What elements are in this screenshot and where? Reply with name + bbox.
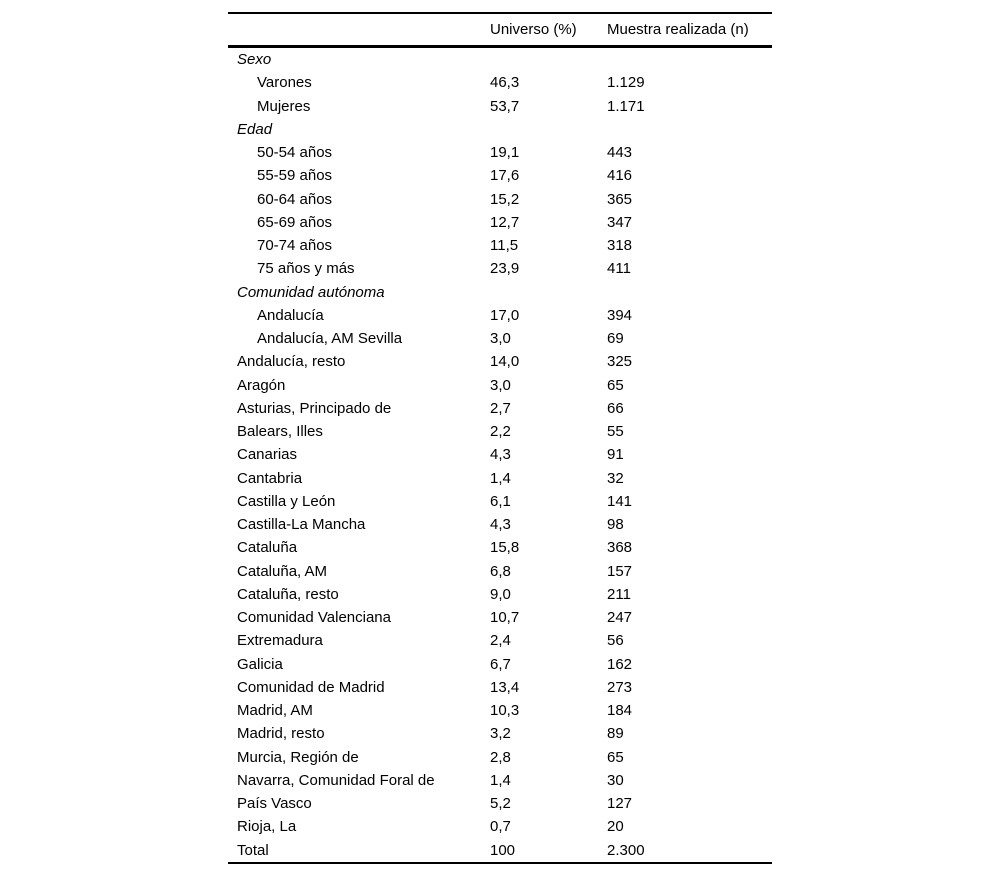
row-label: Castilla-La Mancha bbox=[237, 516, 366, 534]
table-row bbox=[228, 536, 772, 559]
table-row bbox=[228, 211, 772, 234]
table-row bbox=[228, 327, 772, 350]
row-label: 70-74 años bbox=[257, 237, 333, 255]
row-label: 65-69 años bbox=[257, 213, 333, 231]
universo-value: 2,4 bbox=[490, 632, 511, 650]
row-label: Mujeres bbox=[257, 97, 311, 115]
row-label: Galicia bbox=[237, 655, 283, 673]
table-row bbox=[228, 48, 772, 71]
row-label: Total bbox=[237, 841, 269, 859]
universo-value: 100 bbox=[490, 841, 516, 859]
universo-value: 17,6 bbox=[490, 167, 520, 185]
row-label: Andalucía, resto bbox=[237, 353, 346, 371]
table-row bbox=[228, 397, 772, 420]
universo-value: 9,0 bbox=[490, 585, 511, 603]
table-row bbox=[228, 606, 772, 629]
muestra-value: 91 bbox=[607, 446, 624, 464]
table-row bbox=[228, 188, 772, 211]
universo-value: 5,2 bbox=[490, 795, 511, 813]
muestra-value: 66 bbox=[607, 399, 624, 417]
universo-value: 2,8 bbox=[490, 748, 511, 766]
row-label: Asturias, Principado de bbox=[237, 399, 392, 417]
row-label: Cataluña, resto bbox=[237, 585, 339, 603]
table-row bbox=[228, 699, 772, 722]
muestra-value: 2.300 bbox=[607, 841, 645, 859]
row-label: Cantabria bbox=[237, 469, 303, 487]
muestra-value: 30 bbox=[607, 771, 624, 789]
universo-value: 19,1 bbox=[490, 144, 520, 162]
muestra-value: 368 bbox=[607, 539, 633, 557]
header-muestra: Muestra realizada (n) bbox=[607, 21, 749, 38]
universo-value: 4,3 bbox=[490, 446, 511, 464]
universo-value: 53,7 bbox=[490, 97, 520, 115]
row-label: Andalucía, AM Sevilla bbox=[257, 330, 403, 348]
table-row bbox=[228, 141, 772, 164]
table-row bbox=[228, 769, 772, 792]
universo-value: 14,0 bbox=[490, 353, 520, 371]
table-row bbox=[228, 420, 772, 443]
row-label: Sexo bbox=[237, 51, 272, 69]
table-header-row bbox=[228, 14, 772, 45]
table-row bbox=[228, 839, 772, 862]
universo-value: 10,7 bbox=[490, 609, 520, 627]
table-row bbox=[228, 583, 772, 606]
muestra-value: 325 bbox=[607, 353, 633, 371]
row-label: Balears, Illes bbox=[237, 423, 323, 441]
table-row bbox=[228, 374, 772, 397]
muestra-value: 141 bbox=[607, 492, 633, 510]
muestra-value: 273 bbox=[607, 678, 633, 696]
table-row bbox=[228, 257, 772, 280]
muestra-value: 89 bbox=[607, 725, 624, 743]
muestra-value: 394 bbox=[607, 306, 633, 324]
muestra-value: 443 bbox=[607, 144, 633, 162]
table-row bbox=[228, 304, 772, 327]
table-row bbox=[228, 676, 772, 699]
table-row bbox=[228, 350, 772, 373]
universo-value: 0,7 bbox=[490, 818, 511, 836]
table-row bbox=[228, 490, 772, 513]
muestra-value: 162 bbox=[607, 655, 633, 673]
universo-value: 13,4 bbox=[490, 678, 520, 696]
muestra-value: 318 bbox=[607, 237, 633, 255]
universo-value: 23,9 bbox=[490, 260, 520, 278]
muestra-value: 56 bbox=[607, 632, 624, 650]
row-label: Castilla y León bbox=[237, 492, 336, 510]
muestra-value: 416 bbox=[607, 167, 633, 185]
row-label: 50-54 años bbox=[257, 144, 333, 162]
table-row bbox=[228, 71, 772, 94]
muestra-value: 98 bbox=[607, 516, 624, 534]
row-label: 75 años y más bbox=[257, 260, 355, 278]
muestra-value: 69 bbox=[607, 330, 624, 348]
universo-value: 46,3 bbox=[490, 74, 520, 92]
universo-value: 6,8 bbox=[490, 562, 511, 580]
row-label: Edad bbox=[237, 120, 273, 138]
row-label: Murcia, Región de bbox=[237, 748, 359, 766]
table-row bbox=[228, 443, 772, 466]
row-label: Comunidad de Madrid bbox=[237, 678, 385, 696]
table-row bbox=[228, 653, 772, 676]
table-row bbox=[228, 467, 772, 490]
muestra-value: 20 bbox=[607, 818, 624, 836]
muestra-value: 1.171 bbox=[607, 97, 645, 115]
table-rows bbox=[228, 48, 772, 862]
row-label: Canarias bbox=[237, 446, 298, 464]
muestra-value: 247 bbox=[607, 609, 633, 627]
table-row bbox=[228, 815, 772, 838]
row-label: Rioja, La bbox=[237, 818, 297, 836]
muestra-value: 211 bbox=[607, 585, 631, 603]
row-label: Cataluña bbox=[237, 539, 298, 557]
table-row bbox=[228, 234, 772, 257]
universo-value: 11,5 bbox=[490, 237, 519, 255]
table-row bbox=[228, 164, 772, 187]
table-row bbox=[228, 792, 772, 815]
row-label: Andalucía bbox=[257, 306, 324, 324]
table-row bbox=[228, 722, 772, 745]
muestra-value: 157 bbox=[607, 562, 633, 580]
sample-table bbox=[228, 12, 772, 864]
universo-value: 1,4 bbox=[490, 771, 511, 789]
muestra-value: 411 bbox=[607, 260, 631, 278]
universo-value: 3,0 bbox=[490, 330, 511, 348]
universo-value: 15,8 bbox=[490, 539, 520, 557]
universo-value: 12,7 bbox=[490, 213, 520, 231]
row-label: Aragón bbox=[237, 376, 286, 394]
row-label: Cataluña, AM bbox=[237, 562, 328, 580]
table-row bbox=[228, 118, 772, 141]
row-label: Comunidad Valenciana bbox=[237, 609, 391, 627]
header-universo: Universo (%) bbox=[490, 21, 577, 38]
muestra-value: 184 bbox=[607, 702, 633, 720]
row-label: 60-64 años bbox=[257, 190, 333, 208]
row-label: 55-59 años bbox=[257, 167, 333, 185]
muestra-value: 365 bbox=[607, 190, 633, 208]
universo-value: 15,2 bbox=[490, 190, 520, 208]
muestra-value: 65 bbox=[607, 376, 624, 394]
muestra-value: 1.129 bbox=[607, 74, 645, 92]
row-label: País Vasco bbox=[237, 795, 312, 813]
table-row bbox=[228, 746, 772, 769]
row-label: Madrid, resto bbox=[237, 725, 325, 743]
row-label: Varones bbox=[257, 74, 312, 92]
table-bottom-rule bbox=[228, 862, 772, 864]
table-row bbox=[228, 629, 772, 652]
universo-value: 4,3 bbox=[490, 516, 511, 534]
table-row bbox=[228, 513, 772, 536]
row-label: Navarra, Comunidad Foral de bbox=[237, 771, 435, 789]
universo-value: 6,1 bbox=[490, 492, 511, 510]
muestra-value: 127 bbox=[607, 795, 633, 813]
table-row bbox=[228, 560, 772, 583]
row-label: Comunidad autónoma bbox=[237, 283, 385, 301]
row-label: Madrid, AM bbox=[237, 702, 313, 720]
table-row bbox=[228, 281, 772, 304]
muestra-value: 347 bbox=[607, 213, 633, 231]
universo-value: 17,0 bbox=[490, 306, 520, 324]
muestra-value: 32 bbox=[607, 469, 624, 487]
universo-value: 3,2 bbox=[490, 725, 511, 743]
row-label: Extremadura bbox=[237, 632, 323, 650]
universo-value: 2,2 bbox=[490, 423, 511, 441]
universo-value: 10,3 bbox=[490, 702, 520, 720]
muestra-value: 65 bbox=[607, 748, 624, 766]
universo-value: 1,4 bbox=[490, 469, 511, 487]
muestra-value: 55 bbox=[607, 423, 624, 441]
universo-value: 3,0 bbox=[490, 376, 511, 394]
table-row bbox=[228, 95, 772, 118]
universo-value: 2,7 bbox=[490, 399, 511, 417]
universo-value: 6,7 bbox=[490, 655, 511, 673]
